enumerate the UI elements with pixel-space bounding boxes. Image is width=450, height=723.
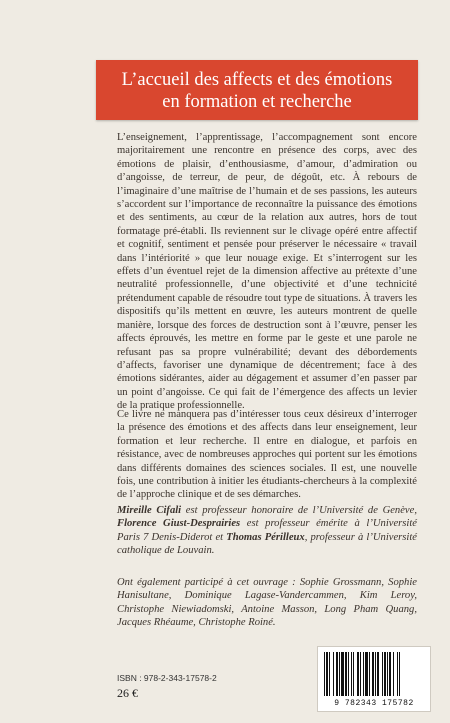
isbn-label: ISBN : 978-2-343-17578-2 <box>117 673 217 683</box>
author-bio: est professeur émérite à l’Université Paris 7 Denis-Diderot et <box>117 518 417 543</box>
summary-paragraph: L’enseignement, l’apprentissage, l’accompagnement sont encore majoritairement une rencontre en présence des corps, avec des émotions de plaisir, d’enthousiasme, d’amour, d’admiration ou d’angoisse, de terreur, de peur, de dégoût, etc. À rebours de l’imaginaire d’une maîtrise de l’humain et de ses passions, les auteurs s’accordent sur l’importance de reconnaître la puissance des émotions et des sentiments, au cœur de la relation aux autres, hors de tout formatage pré-établi. Ils reviennent sur le clivage opéré entre affectif et cognitif, sentiment et pensée pour préserver le nécessaire « travail dans l’intériorité » que leur nouage exige. Et s’interrogent sur les effets d’un éventuel rejet de la dimension affective au prétexte d’une neutralité professionnelle, d’une objectivité et d’une technicité prétendument capable de résoudre tout type de situations. À travers les dispositifs qu’ils mettent en œuvre, les auteurs montrent de quelle manière, lorsque des forces de destruction sont à l’œuvre, penser les affects éprouvés, les mettre en forme par le geste et une parole ne refusant pas sa propre vulnérabilité; devant des débordements d’affects, favoriser une dynamique de décentrement; face à des émotions sidérantes, aider au dégagement et assumer d’en passer par un point d’angoisse. Ce qui fait de l’émergence des affects un levier de la pratique professionnelle. <box>117 132 417 412</box>
author-name: Florence Giust-Desprairies <box>117 518 241 530</box>
barcode <box>317 646 431 712</box>
audience-paragraph: Ce livre ne manquera pas d’intéresser tous ceux désireux d’interroger la présence des émotions et des affects dans leur enseignement, leur formation et leur recherche. Il entre en dialogue, et parfois en résistance, avec de nombreuses approches qui portent sur les émotions dans différents domaines des sciences sociales. Il est, une nouvelle fois, une contribution à initier les étudiants-chercheurs à la complexité de l’approche clinique et de ses démarches. <box>117 409 417 501</box>
author-name: Mireille Cifali <box>117 505 182 516</box>
author-name: Thomas Périlleux <box>226 531 305 543</box>
title-line-1: L’accueil des affects et des émotions <box>121 70 393 90</box>
author-bio: , professeur à l’Université catholique de Louvain. <box>117 531 417 557</box>
title-line-2: en formation et recherche <box>162 92 352 112</box>
title-banner <box>96 60 418 120</box>
barcode-number: 9 782343 175782 <box>334 699 414 708</box>
price-label: 26 € <box>117 686 138 700</box>
contributors-paragraph: Ont également participé à cet ouvrage : Sophie Grossmann, Sophie Hanisultane, Dominique Lagase-Vandercammen, Kim Leroy, Christophe Niewiadomski, Antoine Masson, Long Pham Quang, Jacques Rhéaume, Christophe Roiné. <box>117 577 417 629</box>
authors-paragraph <box>117 504 417 558</box>
author-bio: est professeur honoraire de l’Université de Genève, <box>181 505 417 516</box>
barcode-bars <box>324 652 424 696</box>
